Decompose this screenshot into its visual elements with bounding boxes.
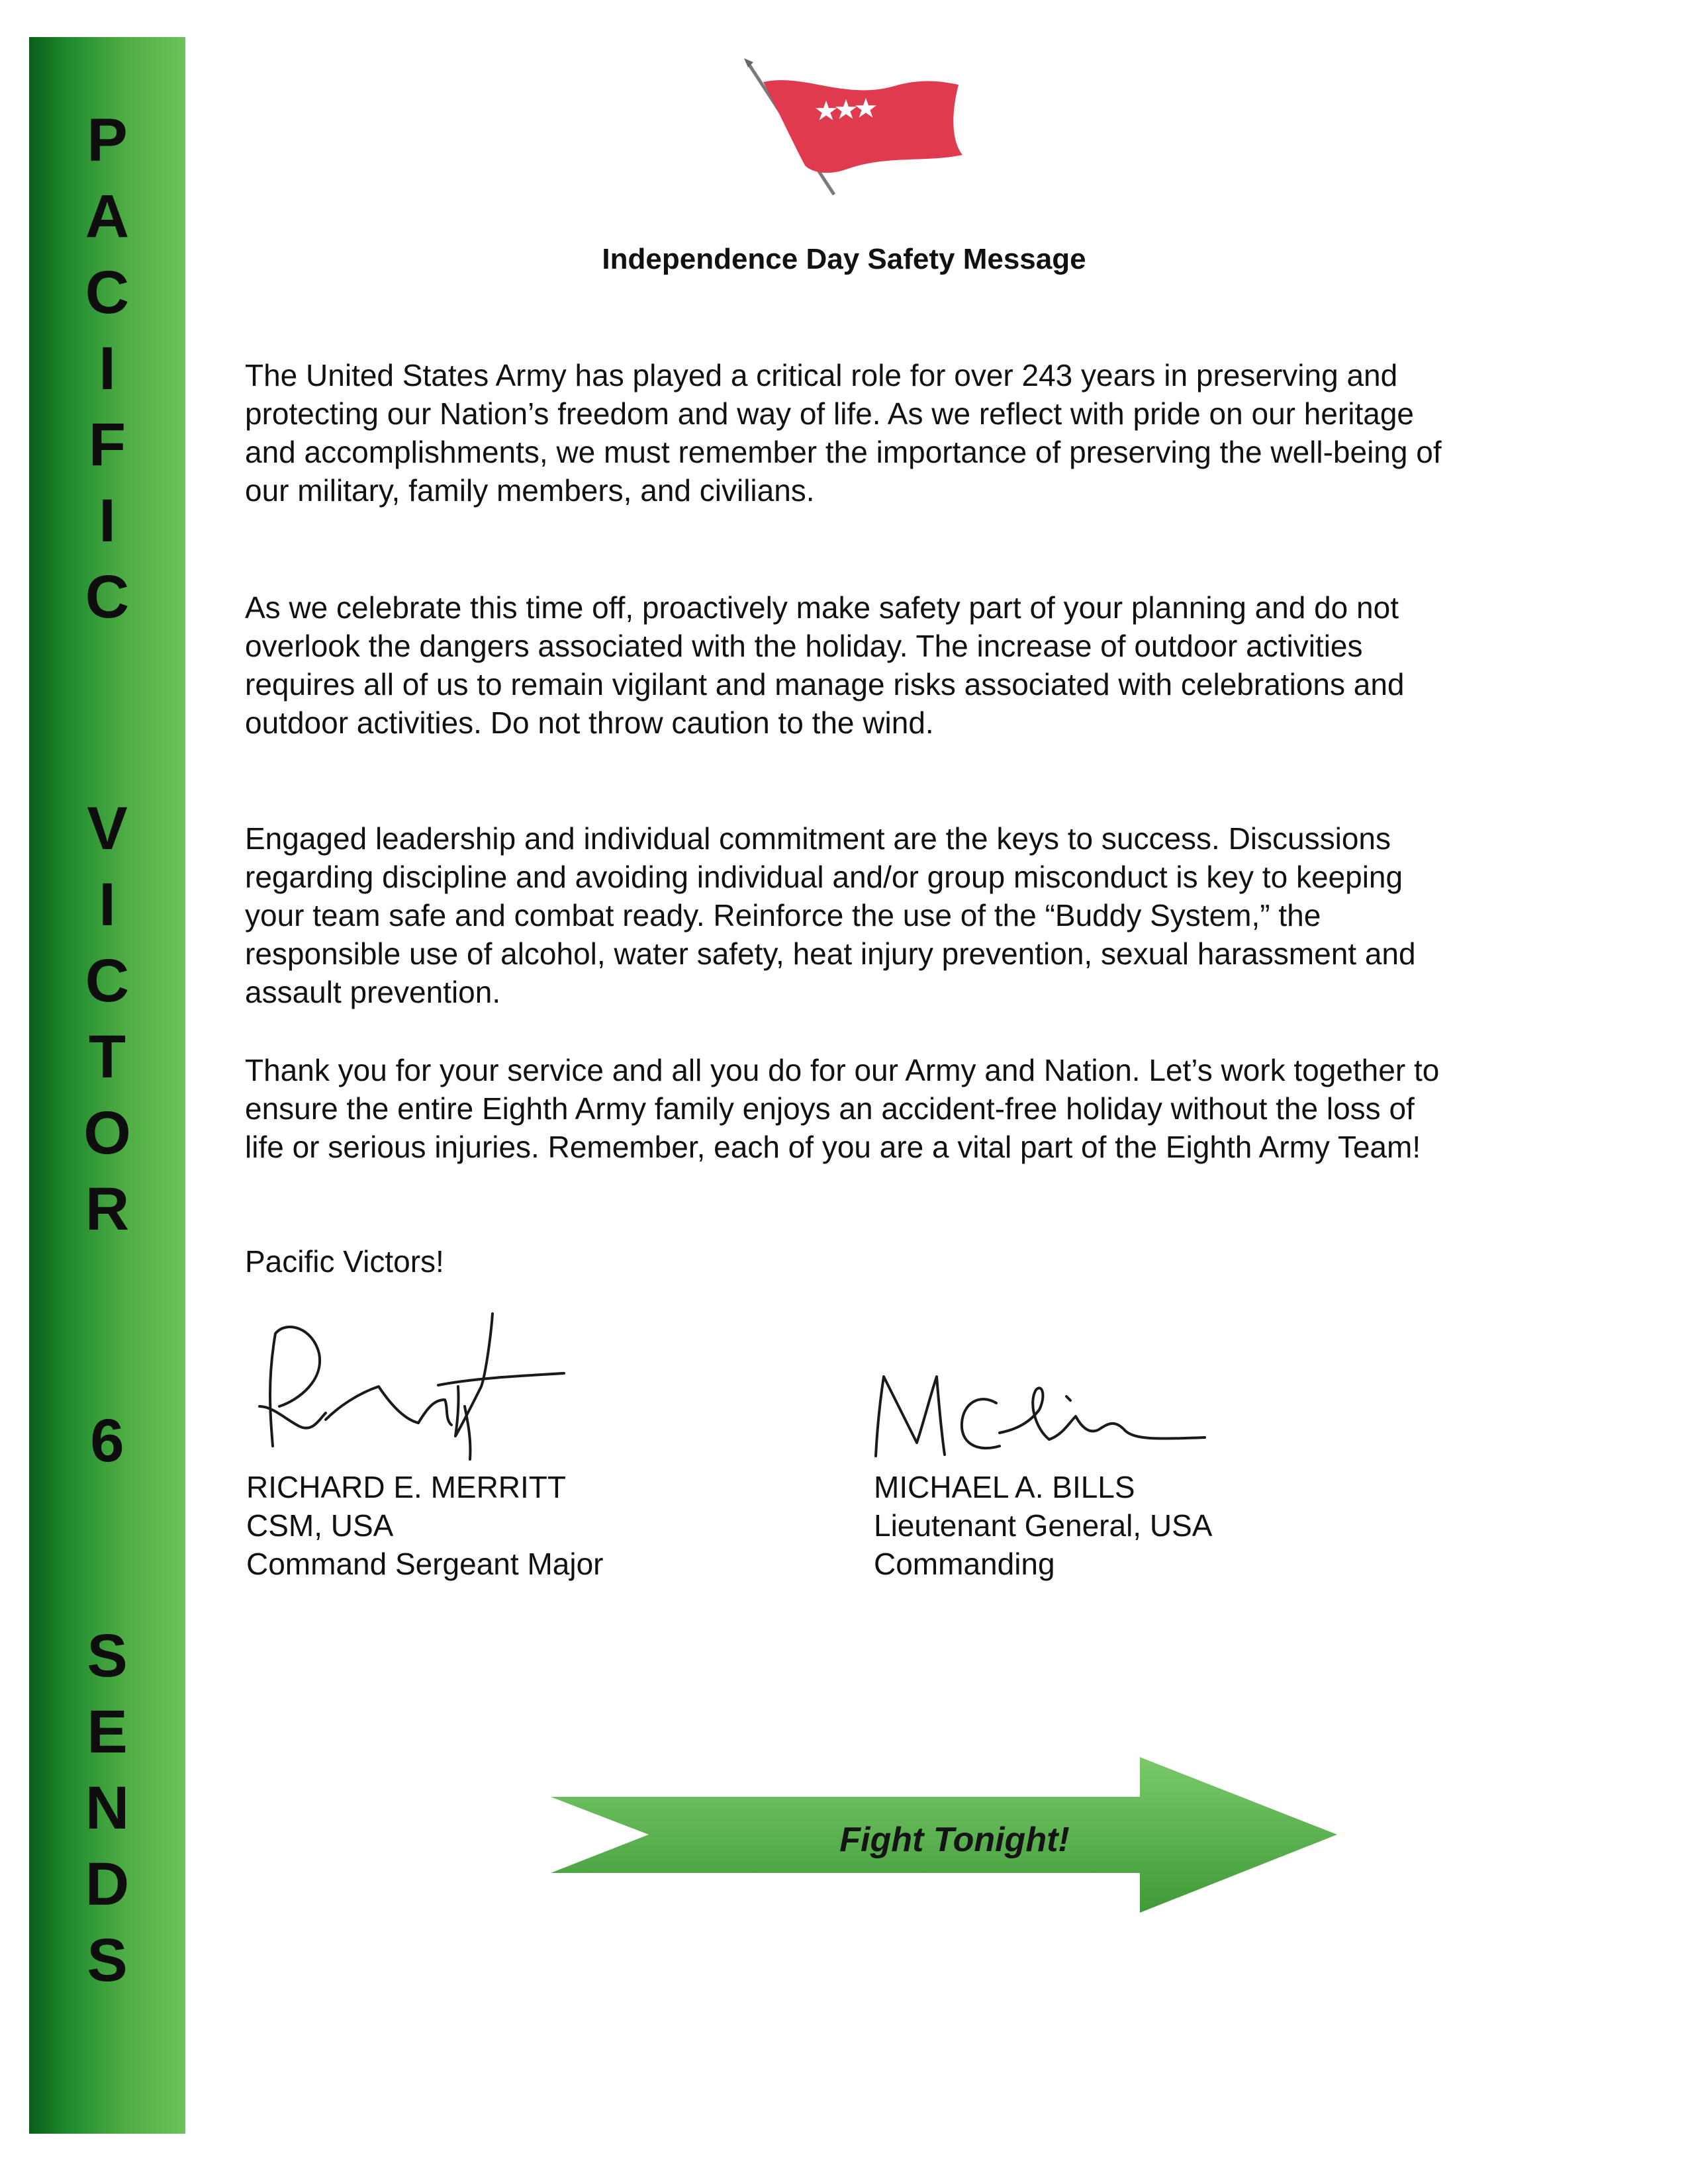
sidebar-letter: V (87, 795, 128, 862)
sidebar-letter: N (85, 1774, 130, 1842)
sidebar-letter: I (99, 871, 116, 938)
signature-block-left (246, 1468, 603, 1583)
sidebar-letter: I (99, 487, 116, 555)
arrow-label: Fight Tonight! (839, 1821, 1070, 1859)
sidebar-letters (29, 37, 185, 2134)
body-paragraph: Thank you for your service and all you do for our Army and Nation. Let’s work together to ensure the entire Eighth Army family enjoys an accident-free holiday without the loss of life or serious injuries. Remember, each of you are a vital part of the Eighth Army Team! (245, 1053, 1440, 1164)
signer-name: RICHARD E. MERRITT (246, 1470, 566, 1504)
signature-merritt (246, 1307, 577, 1466)
flag-cloth (763, 80, 962, 173)
sidebar-letter: I (99, 335, 116, 402)
sidebar-letter: D (85, 1850, 130, 1918)
sidebar-letter: C (85, 563, 130, 631)
sidebar-banner (29, 37, 185, 2134)
sidebar-letter: A (85, 183, 130, 250)
signer-name: MICHAEL A. BILLS (874, 1470, 1135, 1504)
sidebar-letter: C (85, 259, 130, 326)
sidebar-letter: R (85, 1175, 130, 1243)
body-paragraph: The United States Army has played a critical role for over 243 years in preserving and protecting our Nation’s freedom and way of life. As we reflect with pride on our heritage and accomplishments, we must remember the importance of preserving the well-being of our military, family members, and civilians. (245, 358, 1442, 508)
sidebar-letter: F (88, 411, 126, 478)
signer-role: Commanding (874, 1547, 1055, 1581)
sidebar-letter: O (83, 1099, 131, 1167)
closing-line: Pacific Victors! (245, 1244, 444, 1279)
page-title: Independence Day Safety Message (602, 243, 1086, 275)
signer-role: Command Sergeant Major (246, 1547, 604, 1581)
sidebar-letter: S (87, 1622, 128, 1690)
signature-block-right (874, 1468, 1212, 1583)
sidebar-letter: S (87, 1927, 128, 1994)
sidebar-letter: E (87, 1698, 128, 1766)
body-paragraph: Engaged leadership and individual commitment are the keys to success. Discussions regarding discipline and avoiding individual and/or group misconduct is key to keeping your team safe and combat ready. Reinforce the use of the “Buddy System,” the responsible use of alcohol, water safety, heat injury prevention, sexual harassment and assault prevention. (245, 821, 1416, 1009)
three-star-flag-icon (727, 56, 972, 201)
sidebar-letter: C (85, 947, 130, 1015)
body-paragraph: As we celebrate this time off, proactively make safety part of your planning and do not overlook the dangers associated with the holiday. The increase of outdoor activities requires all of us to remain vigilant and manage risks associated with celebrations and outdoor activities. Do not throw caution to the wind. (245, 590, 1405, 740)
sidebar-letter: T (88, 1023, 126, 1091)
signer-rank: CSM, USA (246, 1508, 394, 1543)
signature-bills (870, 1357, 1215, 1469)
signer-rank: Lieutenant General, USA (874, 1508, 1213, 1543)
sidebar-letter: P (87, 107, 128, 174)
sidebar-letter: 6 (90, 1407, 124, 1475)
